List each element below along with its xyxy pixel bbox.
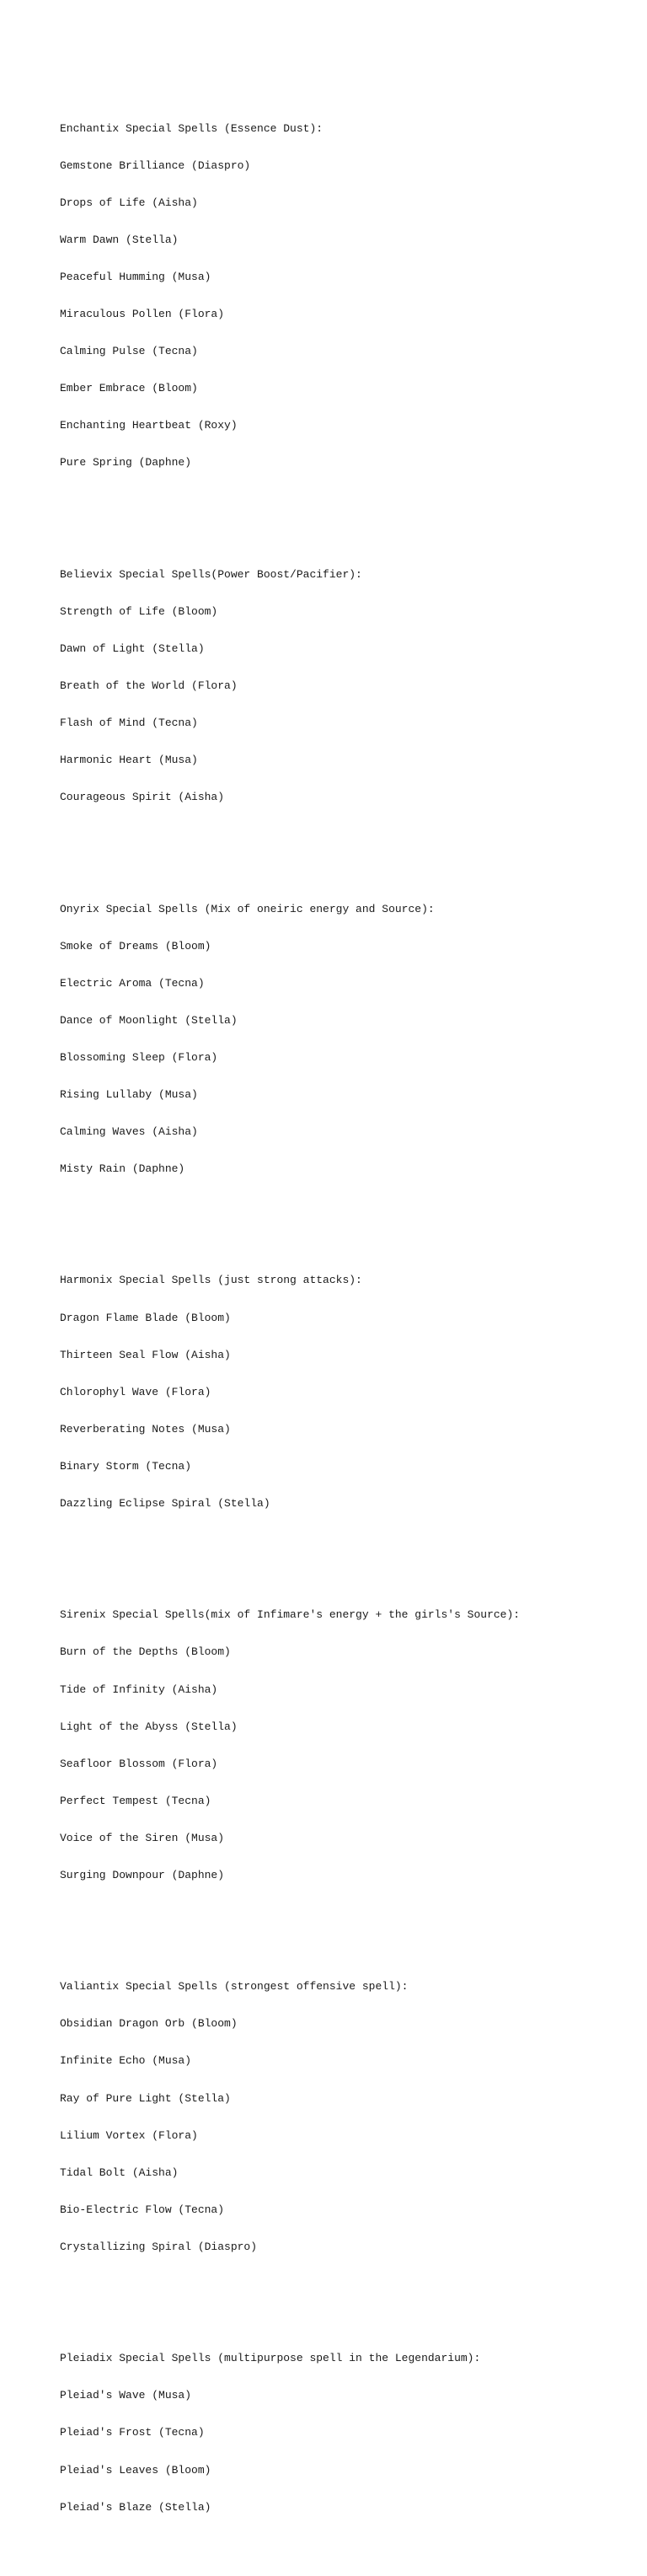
spell-item: Crystallizing Spiral (Diaspro): [60, 2240, 258, 2253]
spell-item: Tidal Bolt (Aisha): [60, 2165, 179, 2179]
spell-item: Electric Aroma (Tecna): [60, 976, 205, 990]
spell-item: Surging Downpour (Daphne): [60, 1868, 225, 1881]
spell-item: Tide of Infinity (Aisha): [60, 1682, 218, 1696]
spell-item: Dance of Moonlight (Stella): [60, 1013, 238, 1027]
spell-item: Pleiad's Frost (Tecna): [60, 2426, 205, 2439]
spell-item: Light of the Abyss (Stella): [60, 1720, 238, 1733]
section-heading: Believix Special Spells(Power Boost/Pacifier):: [60, 567, 362, 581]
spell-item: Obsidian Dragon Orb (Bloom): [60, 2017, 238, 2031]
spell-item: Pleiad's Leaves (Bloom): [60, 2463, 211, 2477]
spell-item: Dazzling Eclipse Spiral (Stella): [60, 1497, 270, 1511]
spell-item: Thirteen Seal Flow (Aisha): [60, 1348, 231, 1361]
document-body: [60, 61, 520, 2576]
section-heading: Valiantix Special Spells (strongest offensive spell):: [60, 1980, 409, 1994]
spell-item: Burn of the Depths (Bloom): [60, 1645, 231, 1659]
spell-item: Peaceful Humming (Musa): [60, 270, 211, 283]
spell-item: Enchanting Heartbeat (Roxy): [60, 419, 238, 432]
section-believix: [60, 544, 520, 829]
spell-item: Blossoming Sleep (Flora): [60, 1050, 218, 1064]
spell-item: Lilium Vortex (Flora): [60, 2128, 198, 2142]
spell-item: Pure Spring (Daphne): [60, 456, 192, 470]
section-heading: Onyrix Special Spells (Mix of oneiric energy and Source):: [60, 902, 435, 915]
spell-item: Reverberating Notes (Musa): [60, 1422, 231, 1436]
spell-item: Calming Waves (Aisha): [60, 1125, 198, 1139]
spell-item: Misty Rain (Daphne): [60, 1162, 185, 1176]
spell-item: Drops of Life (Aisha): [60, 196, 198, 209]
spell-item: Gemstone Brilliance (Diaspro): [60, 158, 251, 172]
section-heading: Pleiadix Special Spells (multipurpose spell in the Legendarium):: [60, 2352, 481, 2365]
spell-item: Breath of the World (Flora): [60, 679, 238, 692]
section-enchantix: [60, 98, 520, 494]
spell-item: Seafloor Blossom (Flora): [60, 1757, 218, 1770]
section-sirenix: [60, 1585, 520, 1907]
spell-item: Voice of the Siren (Musa): [60, 1831, 225, 1844]
spell-item: Pleiad's Blaze (Stella): [60, 2500, 211, 2514]
spell-item: Rising Lullaby (Musa): [60, 1087, 198, 1101]
section-pleiadix: [60, 2328, 520, 2539]
section-heading: Enchantix Special Spells (Essence Dust):: [60, 121, 324, 135]
section-valiantix: [60, 1956, 520, 2278]
section-onyrix: [60, 878, 520, 1200]
spell-item: Calming Pulse (Tecna): [60, 345, 198, 358]
spell-item: Smoke of Dreams (Bloom): [60, 939, 211, 953]
spell-item: Harmonic Heart (Musa): [60, 754, 198, 767]
spell-item: Chlorophyl Wave (Flora): [60, 1385, 211, 1398]
spell-item: Courageous Spirit (Aisha): [60, 791, 225, 804]
spell-item: Pleiad's Wave (Musa): [60, 2389, 192, 2402]
spell-item: Binary Storm (Tecna): [60, 1459, 192, 1473]
spell-item: Infinite Echo (Musa): [60, 2054, 192, 2068]
spell-item: Miraculous Pollen (Flora): [60, 307, 225, 320]
spell-item: Dragon Flame Blade (Bloom): [60, 1311, 231, 1324]
spell-item: Flash of Mind (Tecna): [60, 716, 198, 730]
spell-item: Warm Dawn (Stella): [60, 233, 179, 246]
spell-item: Perfect Tempest (Tecna): [60, 1794, 211, 1807]
spell-item: Dawn of Light (Stella): [60, 641, 205, 655]
spell-item: Ray of Pure Light (Stella): [60, 2091, 231, 2105]
spell-item: Bio-Electric Flow (Tecna): [60, 2203, 225, 2216]
section-harmonix: [60, 1250, 520, 1535]
section-heading: Harmonix Special Spells (just strong attacks):: [60, 1274, 362, 1287]
spell-item: Ember Embrace (Bloom): [60, 382, 198, 395]
section-heading: Sirenix Special Spells(mix of Infimare's energy + the girls's Source):: [60, 1608, 521, 1622]
spell-item: Strength of Life (Bloom): [60, 604, 218, 618]
